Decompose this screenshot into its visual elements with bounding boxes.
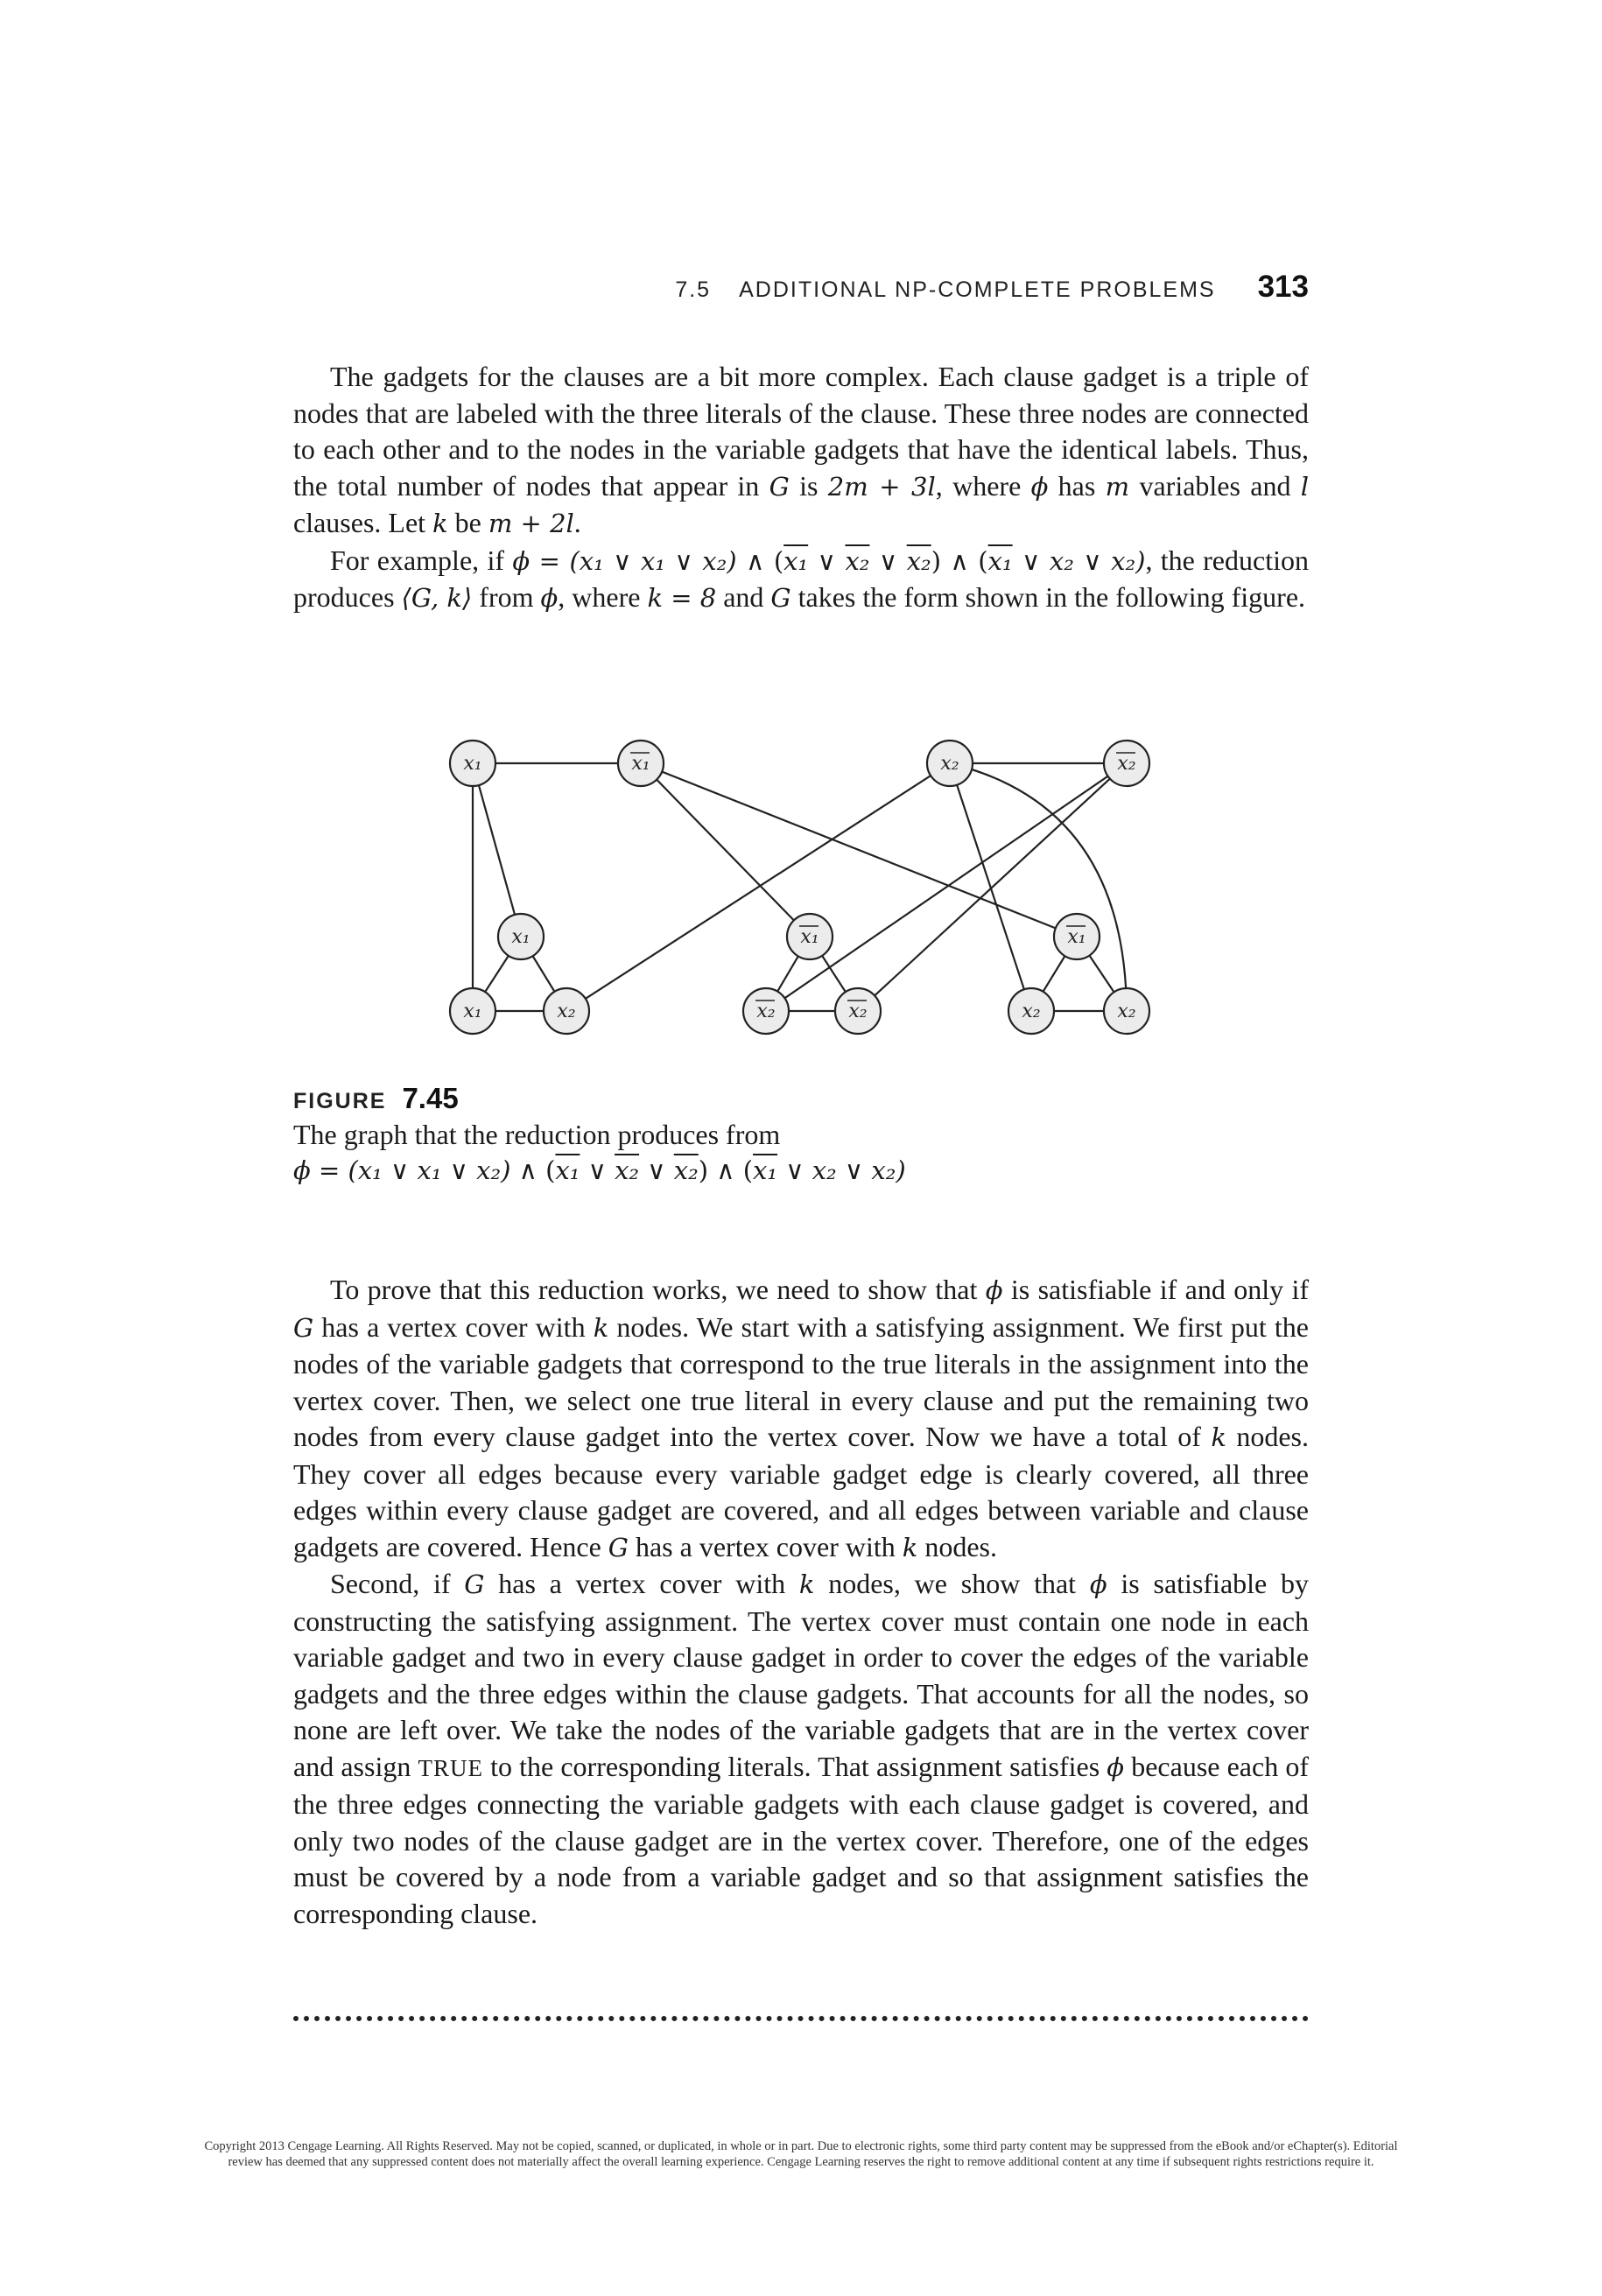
graph-node: [1104, 741, 1149, 786]
running-head: [293, 270, 1309, 305]
caption-text: The graph that the reduction produces from: [293, 1119, 781, 1150]
figure-number: 7.45: [402, 1082, 459, 1114]
graph-edges: [473, 763, 1127, 1011]
copyright-notice: Copyright 2013 Cengage Learning. All Rights Reserved. May not be copied, scanned, or duplicated, in whole or in part. Due to electronic rights, some third party content may be suppressed from the eBook and/or eChapter(s). Editorial review has deemed that any suppressed content does not materially affect the overall learning experience. Cengage Learning reserves the right to remove additional content at any time if subsequent rights restrictions require it.: [204, 2139, 1398, 2169]
graph-node: [1054, 914, 1100, 959]
figure-caption: [293, 1082, 1309, 1189]
graph-node-label: x₂: [848, 1001, 868, 1022]
graph-node-label: x₁: [800, 926, 819, 948]
figure-graph: [293, 727, 1309, 1059]
paragraph-proof-backward: Second, if G has a vertex cover with k nodes, we show that ϕ is satisfiable by constructing the satisfying assignment. The vertex cover must contain one node in each variable gadget and two in every clause gadget in order to cover the edges of the variable gadgets and the three edges within the clause gadgets. That accounts for all the nodes, so none are left over. We take the nodes of the variable gadgets that are in the vertex cover and assign TRUE to the corresponding literals. That assignment satisfies ϕ because each of the three edges connecting the variable gadgets with each clause gadget is covered, and only two nodes of the clause gadget are in the vertex cover. Therefore, one of the edges must be covered by a node from a variable gadget and so that assignment satisfies the corresponding clause.: [293, 1568, 1310, 1929]
graph-node-label: x₁: [631, 753, 650, 775]
section-number: 7.5: [675, 277, 712, 302]
page-number: 313: [1257, 270, 1309, 304]
graph-node-label: x₁: [463, 753, 482, 775]
graph-edge: [641, 763, 1077, 937]
graph-node: [544, 988, 589, 1034]
graph-edge: [641, 763, 810, 937]
graph-node: [787, 914, 833, 959]
graph-node: [450, 741, 495, 786]
graph-node-label: x₂: [940, 753, 959, 775]
graph-node: [1104, 988, 1149, 1034]
graph-node-label: x₂: [557, 1001, 576, 1022]
paragraph-clause-gadgets: The gadgets for the clauses are a bit more complex. Each clause gadget is a triple of nodes that are labeled with the three literals of the clause. These three nodes are connected to each other and to the nodes in the variable gadgets that have the identical labels. Thus, the total number of nodes that appear in G is 2m + 3l, where ϕ has m variables and l clauses. Let k be m + 2l.: [293, 361, 1310, 538]
graph-node: [927, 741, 973, 786]
graph-edge: [473, 763, 521, 937]
figure-label: FIGURE: [293, 1089, 387, 1113]
graph-node-label: x₁: [463, 1001, 482, 1022]
graph-node: [743, 988, 789, 1034]
section-title: ADDITIONAL NP-COMPLETE PROBLEMS: [739, 277, 1216, 302]
graph-node: [835, 988, 881, 1034]
graph-node: [450, 988, 495, 1034]
graph-edge-curved: [950, 763, 1127, 1011]
graph-node-label: x₂: [1117, 753, 1136, 775]
graph-edge: [858, 763, 1127, 1011]
graph-edge: [566, 763, 950, 1011]
graph-node: [498, 914, 544, 959]
caption-formula: ϕ = (x₁ ∨ x₁ ∨ x₂) ∧ (x₁ ∨ x₂ ∨ x₂) ∧ (x₁ ∨ x₂ ∨ x₂): [293, 1155, 906, 1185]
graph-node: [1008, 988, 1054, 1034]
body-text-lower: [293, 1272, 1309, 1932]
graph-node: [618, 741, 664, 786]
graph-node-label: x₂: [1022, 1001, 1041, 1022]
end-of-proof-rule: [293, 2016, 1309, 2021]
graph-node-label: x₁: [1067, 926, 1086, 948]
graph-edge: [950, 763, 1031, 1011]
graph-node-label: x₂: [1117, 1001, 1136, 1022]
graph-node-label: x₂: [756, 1001, 776, 1022]
paragraph-proof-forward: To prove that this reduction works, we need to show that ϕ is satisfiable if and only if G has a vertex cover with k nodes. We start with a satisfying assignment. We first put the nodes of the variable gadgets that correspond to the true literals in the assignment into the vertex cover. Then, we select one true literal in every clause and put the remaining two nodes from every clause gadget into the vertex cover. Now we have a total of k nodes. They cover all edges because every variable gadget edge is clearly covered, all three edges within every clause gadget are covered, and all edges between variable and clause gadgets are covered. Hence G has a vertex cover with k nodes.: [293, 1274, 1310, 1562]
graph-node-label: x₁: [511, 926, 530, 948]
paragraph-example: For example, if ϕ = (x₁ ∨ x₁ ∨ x₂) ∧ (x₁ ∨ x₂ ∨ x₂) ∧ (x₁ ∨ x₂ ∨ x₂), the reduction produces ⟨G, k⟩ from ϕ, where k = 8 and G takes the form shown in the following figure.: [293, 544, 1309, 613]
body-text-upper: [293, 359, 1309, 617]
graph-edge: [766, 763, 1127, 1011]
